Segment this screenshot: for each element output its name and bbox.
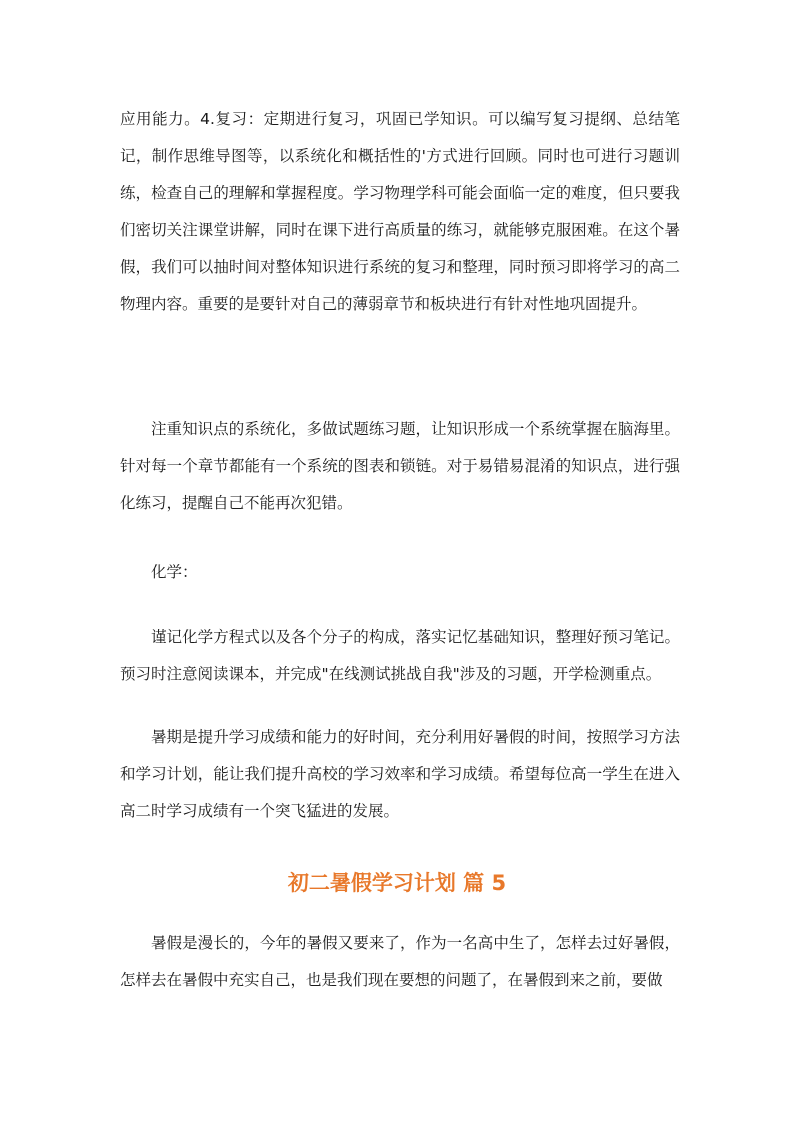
paragraph-chemistry-label: 化学： [151, 563, 198, 581]
section-heading: 初二暑假学习计划 篇 5 [287, 871, 507, 895]
paragraph-knowledge-system: 注重知识点的系统化，多做试题练习题，让知识形成一个系统掌握在脑海里。针对每一个章节都能有一个系统的图表和锁链。对于易错易混淆的知识点，进行强化练习，提醒自己不能再次犯错。 [120, 420, 680, 512]
paragraph-physics-review: 应用能力。4.复习：定期进行复习，巩固已学知识。可以编写复习提纲、总结笔记，制作思维导图等，以系统化和概括性的'方式进行回顾。同时也可进行习题训练，检查自己的理解和掌握程度。学习物理学科可能会面临一定的难度，但只要我们密切关注课堂讲解，同时在课下进行高质量的练习，就能够克服困难。在这个暑假，我们可以抽时间对整体知识进行系统的复习和整理，同时预习即将学习的高二物理内容。重要的是要针对自己的薄弱章节和板块进行有针对性地巩固提升。 [120, 110, 680, 313]
paragraph-chemistry: 谨记化学方程式以及各个分子的构成，落实记忆基础知识，整理好预习笔记。预习时注意阅读课本，并完成"在线测试挑战自我"涉及的习题，开学检测重点。 [120, 628, 680, 683]
paragraph-summary: 暑期是提升学习成绩和能力的好时间，充分利用好暑假的时间，按照学习方法和学习计划，能让我们提升高校的学习效率和学习成绩。希望每位高一学生在进入高二时学习成绩有一个突飞猛进的发展。 [120, 728, 680, 820]
paragraph-summer-intro: 暑假是漫长的，今年的暑假又要来了，作为一名高中生了，怎样去过好暑假，怎样去在暑假中充实自己，也是我们现在要想的问题了，在暑假到来之前，要做 [120, 934, 680, 989]
